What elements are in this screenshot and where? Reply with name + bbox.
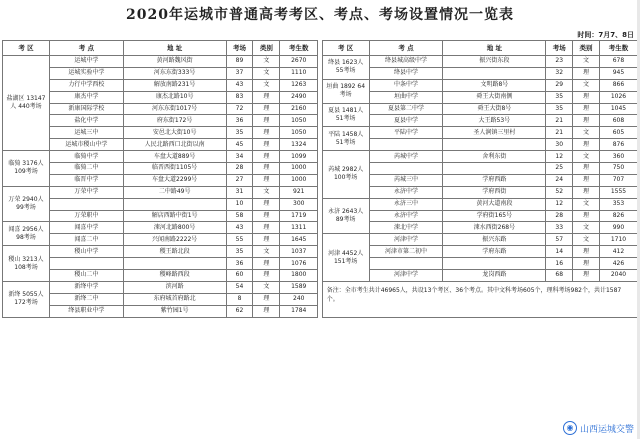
table-cell: 16 [546, 258, 573, 270]
table-cell: 14 [546, 246, 573, 258]
table-cell: 理 [253, 305, 280, 317]
table-cell: 1555 [599, 186, 637, 198]
table-cell: 360 [599, 151, 637, 163]
column-separator [318, 91, 322, 103]
table-cell: 36 [226, 258, 253, 270]
table-cell: 理 [253, 163, 280, 175]
table-cell: 二中路49号 [123, 186, 226, 198]
table-row [3, 139, 638, 151]
table-cell: 1050 [280, 115, 318, 127]
table-cell: 理 [573, 258, 600, 270]
table-cell: 60 [226, 270, 253, 282]
table-cell: 36 [226, 115, 253, 127]
table-cell: 10 [226, 198, 253, 210]
table-cell: 永济三中 [369, 198, 443, 210]
table-cell: 安邑北大街10号 [123, 127, 226, 139]
page-title: 2020年运城市普通高考考区、考点、考场设置情况一览表 [126, 7, 514, 23]
table-cell: 舍利东街 [443, 151, 546, 163]
table-row [3, 79, 638, 91]
table-cell: 夏县第二中学 [369, 103, 443, 115]
table-cell: 大王路53号 [443, 115, 546, 127]
table-cell: 33 [546, 222, 573, 234]
table-cell: 353 [599, 198, 637, 210]
district-cell: 夏县 1481人 51考场 [322, 103, 369, 127]
table-cell: 涑水西街268号 [443, 222, 546, 234]
table-cell [123, 198, 226, 210]
table-cell: 新绛中学 [49, 281, 123, 293]
table-cell: 文 [573, 234, 600, 246]
column-separator [318, 210, 322, 222]
table-cell: 300 [280, 198, 318, 210]
table-cell: 23 [546, 56, 573, 68]
table-cell: 理 [573, 139, 600, 151]
table-cell: 解店西路中街1号 [123, 210, 226, 222]
table-cell: 稷峰路西段 [123, 270, 226, 282]
table-cell: 2670 [280, 56, 318, 68]
district-cell: 永济 2643人 89考场 [322, 198, 369, 234]
column-separator [318, 174, 322, 186]
table-cell: 1645 [280, 234, 318, 246]
table-cell: 黄河大道南段 [443, 198, 546, 210]
table-cell: 圣人涧镇三里村 [443, 127, 546, 139]
table-cell: 绛县城高级中学 [369, 56, 443, 68]
header-cell: 考场 [226, 41, 253, 56]
table-cell: 理 [253, 270, 280, 282]
table-cell: 24 [546, 174, 573, 186]
table-cell: 608 [599, 115, 637, 127]
table-cell: 学府东路 [443, 246, 546, 258]
table-cell: 1589 [280, 281, 318, 293]
table-cell: 1710 [599, 234, 637, 246]
table-cell: 57 [546, 234, 573, 246]
table-cell: 运城实验中学 [49, 67, 123, 79]
exam-table [2, 40, 638, 318]
table-cell: 涑河北路800号 [123, 222, 226, 234]
table-cell: 1045 [599, 103, 637, 115]
table-cell [443, 139, 546, 151]
table-cell: 新绛二中 [49, 293, 123, 305]
table-row [3, 246, 638, 258]
table-cell: 新康国际学校 [49, 103, 123, 115]
table-cell [369, 139, 443, 151]
table-cell: 理 [253, 198, 280, 210]
table-cell: 文 [573, 198, 600, 210]
table-cell: 1311 [280, 222, 318, 234]
table-cell: 28 [546, 210, 573, 222]
table-cell: 62 [226, 305, 253, 317]
table-row [3, 270, 638, 282]
header-cell: 考生数 [280, 41, 318, 56]
table-cell: 舜王大街南侧 [443, 91, 546, 103]
table-cell: 54 [226, 281, 253, 293]
table-cell: 理 [573, 115, 600, 127]
table-cell: 盐化中学 [49, 115, 123, 127]
table-cell: 240 [280, 293, 318, 305]
note-cell: 备注：全市考生共计46965人，共设13个考区、36个考点。其中文科考场605个，理科考场982个，共计1587个。 [322, 281, 637, 317]
table-cell: 55 [226, 234, 253, 246]
table-cell [369, 163, 443, 175]
column-separator [318, 186, 322, 198]
table-cell: 文 [573, 56, 600, 68]
table-cell: 30 [546, 139, 573, 151]
column-separator [318, 115, 322, 127]
table-cell: 707 [599, 174, 637, 186]
exam-time: 时间：7月7、8日 [577, 31, 634, 39]
table-cell: 中条中学 [369, 79, 443, 91]
column-separator [318, 246, 322, 258]
watermark-text: 山西运城交警 [579, 424, 634, 435]
table-cell: 理 [573, 246, 600, 258]
table-cell: 运城市稷山中学 [49, 139, 123, 151]
table-row [3, 103, 638, 115]
watermark [563, 421, 634, 435]
table-cell: 1719 [280, 210, 318, 222]
table-cell: 理 [253, 234, 280, 246]
table-cell: 河东东街333号 [123, 67, 226, 79]
table-cell: 夏县中学 [369, 115, 443, 127]
table-cell: 12 [546, 151, 573, 163]
table-cell: 83 [226, 91, 253, 103]
header-cell: 类别 [573, 41, 600, 56]
header-cell: 考场 [546, 41, 573, 56]
table-cell: 文 [253, 186, 280, 198]
table-cell: 21 [546, 115, 573, 127]
table-cell: 河津中学 [369, 270, 443, 282]
table-cell: 万荣中学 [49, 186, 123, 198]
table-cell [443, 258, 546, 270]
table-row [3, 127, 638, 139]
table-cell: 永济中学 [369, 210, 443, 222]
table-cell: 舜王大街8号 [443, 103, 546, 115]
table-cell: 康杰北路10号 [123, 91, 226, 103]
table-cell: 运城中学 [49, 56, 123, 68]
table-cell: 闻喜中学 [49, 222, 123, 234]
table-cell: 闻喜二中 [49, 234, 123, 246]
table-cell: 文明路8号 [443, 79, 546, 91]
column-separator [318, 222, 322, 234]
table-cell: 1076 [280, 258, 318, 270]
table-cell: 文 [253, 281, 280, 293]
table-cell: 绛县中学 [369, 67, 443, 79]
table-cell: 34 [226, 151, 253, 163]
table-cell: 学府西路 [443, 174, 546, 186]
table-cell: 垣曲中学 [369, 91, 443, 103]
header-cell: 考 点 [369, 41, 443, 56]
table-cell: 2490 [280, 91, 318, 103]
table-cell: 文 [573, 127, 600, 139]
table-cell: 理 [573, 103, 600, 115]
table-cell: 43 [226, 79, 253, 91]
table-cell: 兴闻南路2222号 [123, 234, 226, 246]
table-cell: 府东街172号 [123, 115, 226, 127]
table-cell: 稷山二中 [49, 270, 123, 282]
table-cell: 52 [546, 186, 573, 198]
column-separator [318, 139, 322, 151]
table-cell: 921 [280, 186, 318, 198]
table-cell: 1026 [599, 91, 637, 103]
column-separator [318, 163, 322, 175]
table-cell: 理 [573, 270, 600, 282]
district-cell: 绛县 1623人 55考场 [322, 56, 369, 80]
table-cell: 1000 [280, 163, 318, 175]
column-separator [318, 67, 322, 79]
table-cell: 理 [253, 222, 280, 234]
table-cell: 河津中学 [369, 234, 443, 246]
table-cell: 文 [573, 79, 600, 91]
table-cell: 43 [226, 222, 253, 234]
table-cell: 解放南路231号 [123, 79, 226, 91]
table-cell: 理 [253, 139, 280, 151]
table-cell: 振兴东路 [443, 234, 546, 246]
table-cell: 学府街165号 [443, 210, 546, 222]
table-cell: 45 [226, 139, 253, 151]
table-cell: 37 [226, 67, 253, 79]
table-cell: 1110 [280, 67, 318, 79]
table-cell [369, 258, 443, 270]
table-cell: 康杰中学 [49, 91, 123, 103]
column-separator [318, 305, 322, 317]
table-cell: 芮城三中 [369, 174, 443, 186]
table-cell: 1099 [280, 151, 318, 163]
header-cell: 考 区 [322, 41, 369, 56]
district-cell: 临猗 3176人 109考场 [3, 151, 50, 187]
header-cell: 类别 [253, 41, 280, 56]
table-cell: 31 [226, 186, 253, 198]
table-row [3, 210, 638, 222]
table-cell: 72 [226, 103, 253, 115]
table-cell: 1263 [280, 79, 318, 91]
table-cell: 稷王路北段 [123, 246, 226, 258]
table-cell: 理 [573, 91, 600, 103]
table-cell: 1784 [280, 305, 318, 317]
table-cell: 力行中学西校 [49, 79, 123, 91]
table-cell: 滨河路 [123, 281, 226, 293]
table-cell: 临晋西街1105号 [123, 163, 226, 175]
table-row [3, 281, 638, 293]
table-cell: 35 [546, 91, 573, 103]
table-row [3, 186, 638, 198]
table-row [3, 174, 638, 186]
column-separator [318, 258, 322, 270]
table-cell: 理 [573, 186, 600, 198]
table-cell: 文 [573, 151, 600, 163]
table-cell: 750 [599, 163, 637, 175]
table-row [3, 91, 638, 103]
table-cell: 稷山中学 [49, 246, 123, 258]
table-cell: 黄河路魏风街 [123, 56, 226, 68]
district-cell: 稷山 3213人 108考场 [3, 246, 50, 282]
table-row [3, 151, 638, 163]
header-row [3, 41, 638, 56]
table-cell: 理 [253, 151, 280, 163]
header-cell: 考 点 [49, 41, 123, 56]
table-cell: 万荣职中 [49, 210, 123, 222]
table-cell: 58 [226, 210, 253, 222]
table-cell: 876 [599, 139, 637, 151]
header-cell: 地 址 [443, 41, 546, 56]
table-cell: 27 [226, 174, 253, 186]
table-cell: 426 [599, 258, 637, 270]
table-cell: 理 [253, 293, 280, 305]
table-cell: 理 [253, 103, 280, 115]
table-cell: 东府城首府路北 [123, 293, 226, 305]
table-cell: 文 [253, 79, 280, 91]
table-cell: 绛县职业中学 [49, 305, 123, 317]
table-cell: 1324 [280, 139, 318, 151]
table-cell [49, 258, 123, 270]
header-cell: 考 区 [3, 41, 50, 56]
table-cell: 理 [253, 91, 280, 103]
table-cell: 车盘大道2299号 [123, 174, 226, 186]
table-cell: 文 [253, 56, 280, 68]
table-cell: 运城三中 [49, 127, 123, 139]
table-cell: 826 [599, 210, 637, 222]
table-cell: 理 [573, 163, 600, 175]
table-cell: 龙岗西路 [443, 270, 546, 282]
table-cell: 文 [253, 246, 280, 258]
table-cell: 412 [599, 246, 637, 258]
table-row [3, 198, 638, 210]
table-row [3, 234, 638, 246]
table-cell: 2160 [280, 103, 318, 115]
table-row [3, 67, 638, 79]
table-cell: 人民北路西口北街以南 [123, 139, 226, 151]
table-cell: 芮城中学 [369, 151, 443, 163]
table-cell: 理 [573, 174, 600, 186]
table-cell: 涑北中学 [369, 222, 443, 234]
wechat-icon: ◉ [563, 421, 577, 435]
table-cell: 学府西街 [443, 186, 546, 198]
table-cell: 28 [226, 163, 253, 175]
district-cell: 盐湖区 13147人 440考场 [3, 56, 50, 151]
table-cell: 32 [546, 67, 573, 79]
table-cell: 车盘大道889号 [123, 151, 226, 163]
district-cell: 垣曲 1892 64考场 [322, 79, 369, 103]
table-cell: 理 [253, 210, 280, 222]
district-cell: 平陆 1458人 51考场 [322, 127, 369, 151]
table-cell: 1050 [280, 127, 318, 139]
table-cell: 临晋中学 [49, 174, 123, 186]
table-cell: 文 [573, 222, 600, 234]
table-cell: 605 [599, 127, 637, 139]
table-cell: 678 [599, 56, 637, 68]
table-cell: 河津市第二初中 [369, 246, 443, 258]
table-cell: 1037 [280, 246, 318, 258]
district-cell: 万荣 2940人 99考场 [3, 186, 50, 222]
district-cell: 芮城 2982人 100考场 [322, 151, 369, 199]
header-cell: 地 址 [123, 41, 226, 56]
table-row [3, 115, 638, 127]
table-cell [49, 198, 123, 210]
table-cell: 8 [226, 293, 253, 305]
column-separator [318, 293, 322, 305]
table-cell: 平陆中学 [369, 127, 443, 139]
table-cell: 理 [253, 258, 280, 270]
table-cell: 2040 [599, 270, 637, 282]
table-cell: 35 [226, 246, 253, 258]
table-cell: 89 [226, 56, 253, 68]
table-row [3, 222, 638, 234]
table-cell [443, 163, 546, 175]
table-cell: 945 [599, 67, 637, 79]
table-cell [443, 67, 546, 79]
table-cell: 紫竹园1号 [123, 305, 226, 317]
table-cell: 12 [546, 198, 573, 210]
table-cell: 990 [599, 222, 637, 234]
table-cell: 理 [253, 127, 280, 139]
table-cell: 理 [573, 210, 600, 222]
district-cell: 闻喜 2956人 98考场 [3, 222, 50, 246]
table-cell: 21 [546, 127, 573, 139]
table-cell: 68 [546, 270, 573, 282]
table-cell: 866 [599, 79, 637, 91]
table-cell: 振兴街东段 [443, 56, 546, 68]
header-cell: 考生数 [599, 41, 637, 56]
table-row [3, 163, 638, 175]
table-cell: 理 [253, 115, 280, 127]
table-cell: 理 [573, 67, 600, 79]
table-cell: 理 [253, 174, 280, 186]
table-cell: 35 [226, 127, 253, 139]
table-cell: 1000 [280, 174, 318, 186]
table-cell: 29 [546, 79, 573, 91]
table-cell: 1800 [280, 270, 318, 282]
column-separator [318, 270, 322, 282]
table-cell: 临猗中学 [49, 151, 123, 163]
table-row [3, 258, 638, 270]
table-cell: 文 [253, 67, 280, 79]
table-cell: 临猗二中 [49, 163, 123, 175]
table-cell: 河东东街1017号 [123, 103, 226, 115]
table-cell: 25 [546, 163, 573, 175]
table-cell: 永济中学 [369, 186, 443, 198]
table-cell [123, 258, 226, 270]
table-cell: 35 [546, 103, 573, 115]
district-cell: 新绛 5055人 172考场 [3, 281, 50, 317]
table-row [3, 56, 638, 68]
district-cell: 河津 4452人 151考场 [322, 234, 369, 282]
